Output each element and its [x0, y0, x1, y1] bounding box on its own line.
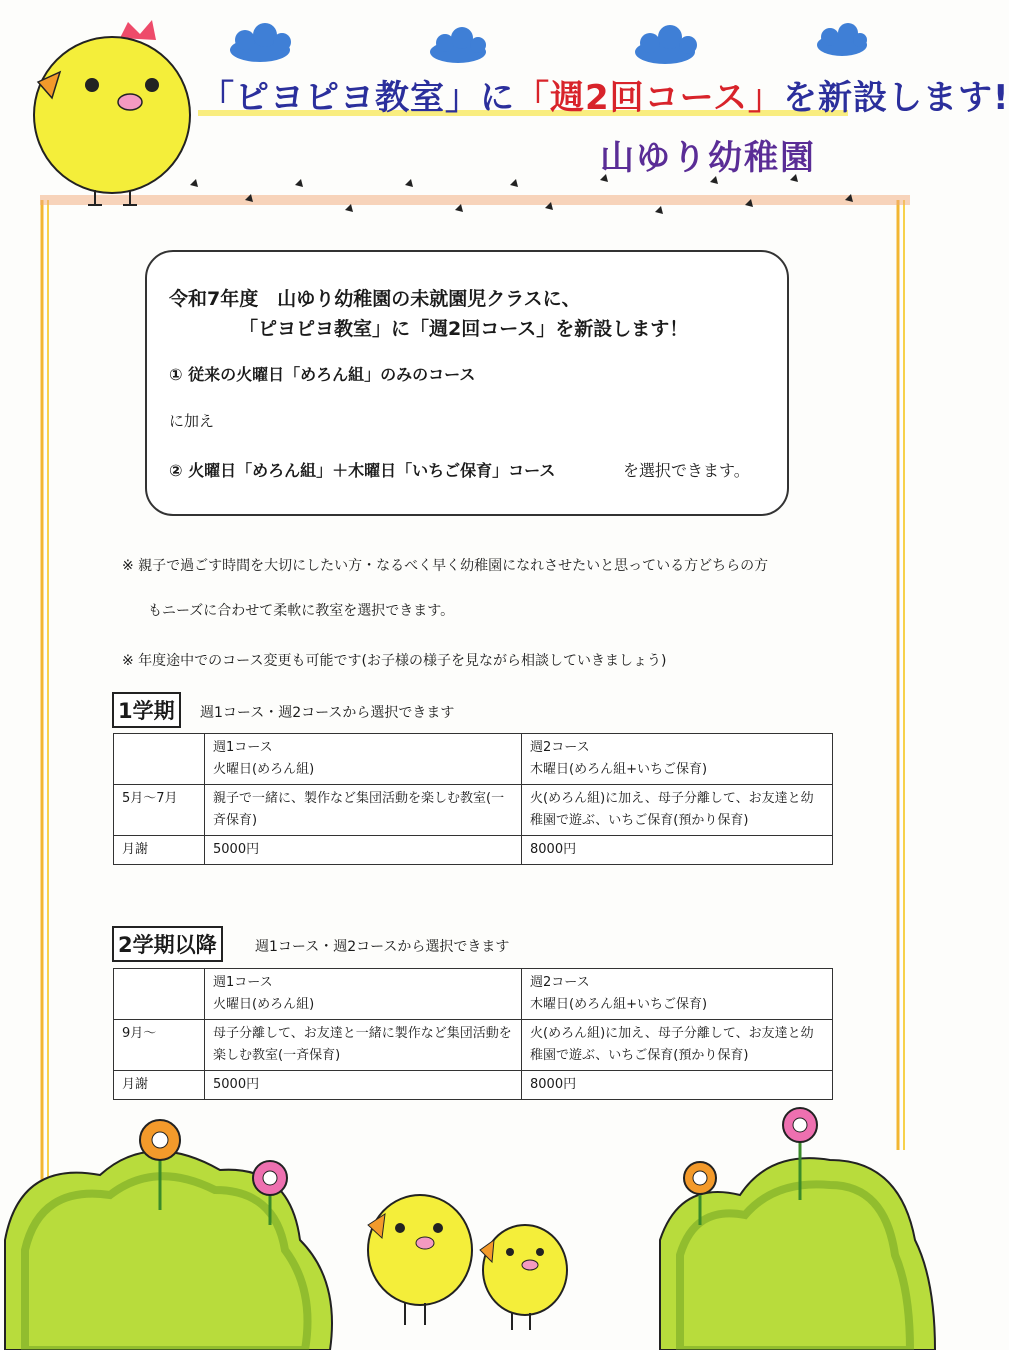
period-cell: 5月～7月: [114, 785, 205, 836]
term2-note: 週1コース・週2コースから選択できます: [255, 939, 510, 955]
footprints: [190, 174, 853, 214]
table-row: [114, 1071, 833, 1100]
table-row: [114, 969, 833, 1020]
course-option-2: ② 火曜日「めろん組」＋木曜日「いちご保育」コース: [169, 461, 556, 480]
note-1: ※ 親子で過ごす時間を大切にしたい方・なるべく早く幼稚園になれさせたいと思っている方どちらの方: [122, 558, 769, 574]
note-1-continued: もニーズに合わせて柔軟に教室を選択できます。: [148, 603, 455, 619]
period-cell: 9月～: [114, 1020, 205, 1071]
chick-icon: [34, 20, 190, 205]
table-cell: [114, 969, 205, 1020]
table-cell: 母子分離して、お友達と一緒に製作など集団活動を楽しむ教室(一斉保育): [205, 1020, 522, 1071]
chick-icon: [368, 1195, 472, 1325]
fee-cell: 5000円: [205, 836, 522, 865]
ground-strip: [40, 195, 910, 205]
table-row: [114, 734, 833, 785]
table-cell: 火(めろん組)に加え、母子分離して、お友達と幼稚園で遊ぶ、いちご保育(預かり保育): [522, 1020, 833, 1071]
fee-cell: 8000円: [522, 1071, 833, 1100]
selectable-text: を選択できます。: [623, 461, 750, 480]
table-cell: 火(めろん組)に加え、母子分離して、お友達と幼稚園で遊ぶ、いちご保育(預かり保育): [522, 785, 833, 836]
announcement-line2: 「ピヨピヨ教室」に「週2回コース」を新設します！: [239, 318, 689, 340]
table-cell: 親子で一緒に、製作など集団活動を楽しむ教室(一斉保育): [205, 785, 522, 836]
term1-label: 1学期: [112, 692, 181, 728]
fee-cell: 5000円: [205, 1071, 522, 1100]
term1-table: [113, 733, 833, 865]
table-row: [114, 1020, 833, 1071]
term1-note: 週1コース・週2コースから選択できます: [200, 705, 455, 721]
fee-label-cell: 月謝: [114, 836, 205, 865]
table-cell: 週1コース 火曜日(めろん組): [205, 734, 522, 785]
term2-label: 2学期以降: [112, 926, 223, 962]
note-2: ※ 年度途中でのコース変更も可能です(お子様の様子を見ながら相談していきましょう): [122, 653, 667, 669]
chick-icon: [480, 1225, 567, 1330]
fee-label-cell: 月謝: [114, 1071, 205, 1100]
cloud-icon: [817, 23, 867, 56]
table-row: [114, 785, 833, 836]
school-name: 山ゆり幼稚園: [600, 138, 816, 178]
cloud-icon: [635, 25, 697, 64]
table-cell: 週1コース 火曜日(めろん組): [205, 969, 522, 1020]
fee-cell: 8000円: [522, 836, 833, 865]
course-option-1: ① 従来の火曜日「めろん組」のみのコース: [169, 365, 476, 384]
announcement-box: [145, 250, 789, 516]
cloud-icon: [230, 23, 291, 62]
table-cell: 週2コース 木曜日(めろん組+いちご保育): [522, 969, 833, 1020]
table-cell: [114, 734, 205, 785]
page-title: 「ピヨピヨ教室」に「週2回コース」を新設します!: [200, 78, 1009, 118]
table-row: [114, 836, 833, 865]
term2-table: [113, 968, 833, 1100]
announcement-line1: 令和7年度 山ゆり幼稚園の未就園児クラスに、: [169, 288, 581, 310]
addition-text: に加え: [169, 412, 215, 430]
table-cell: 週2コース 木曜日(めろん組+いちご保育): [522, 734, 833, 785]
cloud-icon: [430, 27, 486, 63]
